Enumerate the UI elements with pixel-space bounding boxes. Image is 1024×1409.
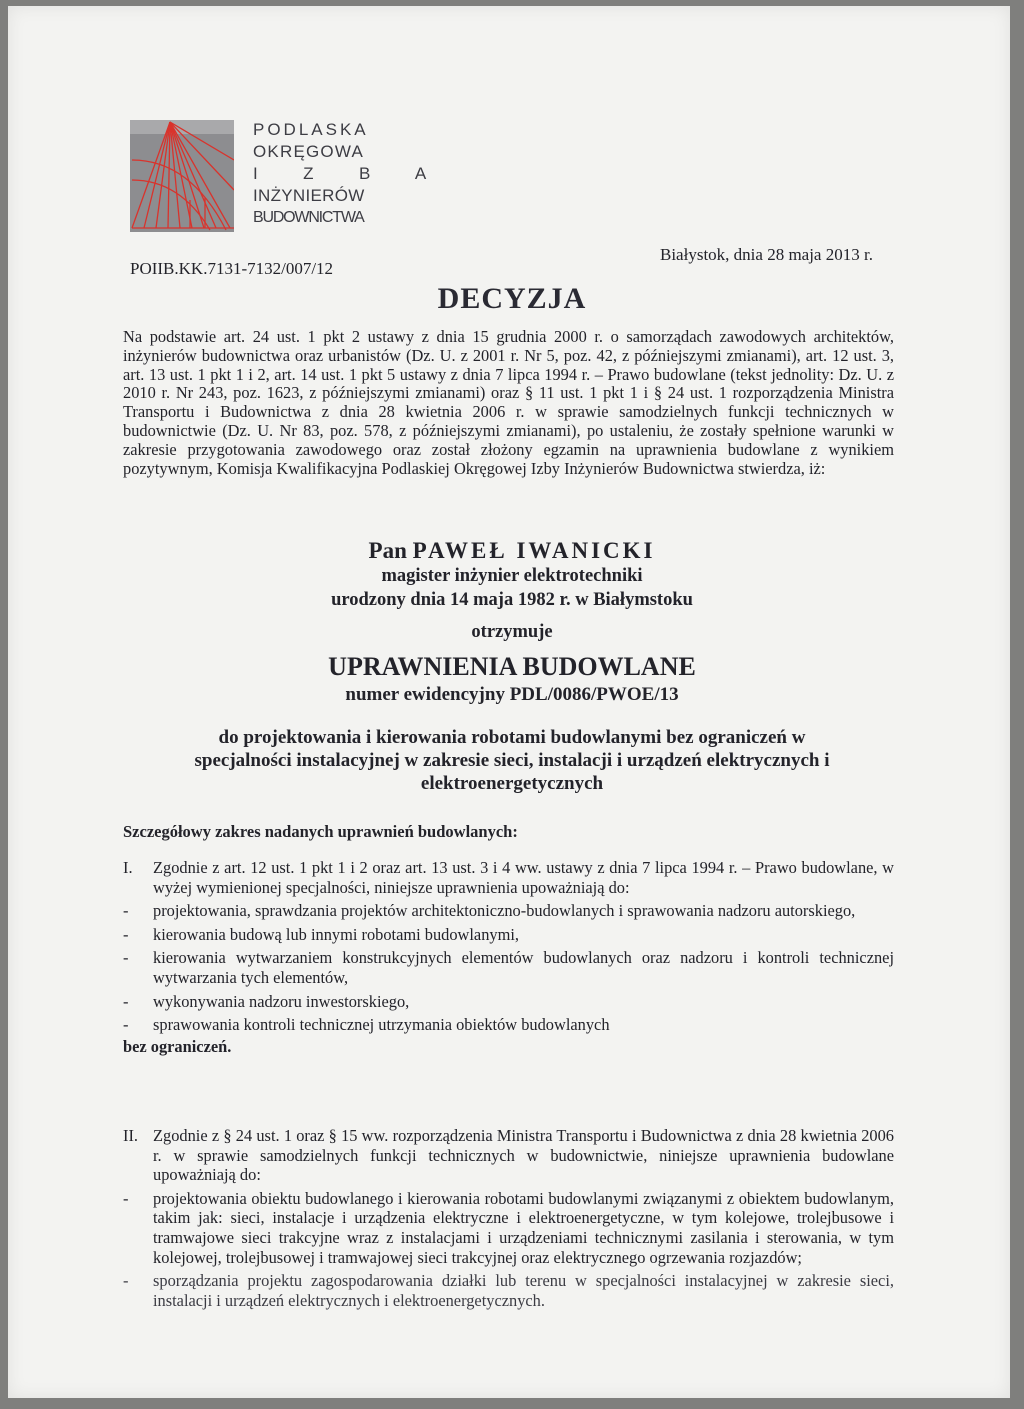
bullet-dash: - (123, 901, 129, 921)
list-item-text: projektowania, sprawdzania projektów architektoniczno-budowlanych i sprawowania nadzoru autorskiego, (153, 901, 856, 921)
chamber-name-line-2: OKRĘGOWA (253, 142, 364, 161)
list-item-text: kierowania budową lub innymi robotami budowlanymi, (153, 924, 519, 944)
permission-title: UPRAWNIENIA BUDOWLANE (328, 652, 696, 681)
list-item-text: sporządzania projektu zagospodarowania działki lub terenu w specjalności instalacyjnej w zakresie sieci, instalacji i urządzeń elektrycznych i elektroenergetycznych. (153, 1271, 894, 1310)
chamber-logo-icon (130, 120, 234, 232)
list-item (123, 1189, 894, 1267)
list-item-text: kierowania wytwarzaniem konstrukcyjnych elementów budowlanych oraz nadzoru i kontroli technicznej wytwarzania tych elementów, (153, 948, 894, 987)
list-item (123, 948, 894, 987)
section-2-intro (123, 1126, 894, 1185)
list-item (123, 1015, 894, 1035)
permission-scope-text: do projektowania i kierowania robotami budowlanymi bez ograniczeń w specjalności instalacyjnej w zakresie sieci, instalacji i urządzeń elektrycznych i elektroenergetycznych (194, 727, 830, 794)
permission-scope (0, 726, 1024, 795)
list-item-text: projektowania obiektu budowlanego i kierowania robotami budowlanymi związanymi z obiektem budowlanym, takim jak: sieci, instalacje i urządzenia elektryczne i elektroenergetyczne, w tym kolejowe, trolejbusowe i tramwajowe sieci trakcyjne wraz z instalacjami i urządzeniami technicznymi zasilania i sterowania, w tym kolejowej, trolejbusowej i tramwajowej sieci trakcyjnej oraz elektrycznego ogrzewania rozjazdów; (153, 1188, 894, 1267)
list-item-text: sprawowania kontroli technicznej utrzymania obiektów budowlanych (153, 1015, 610, 1035)
bullet-dash: - (123, 1271, 129, 1291)
recipient-prefix: Pan (368, 538, 407, 563)
list-item (123, 901, 894, 921)
bullet-dash: - (123, 948, 129, 968)
list-item (123, 1271, 894, 1310)
section-1-closing: bez ograniczeń. (123, 1036, 232, 1056)
receives-text: otrzymuje (471, 622, 553, 642)
registry-number: numer ewidencyjny PDL/0086/PWOE/13 (345, 684, 679, 705)
section-1 (123, 858, 894, 1056)
chamber-name (253, 119, 438, 229)
section-2-intro-text: Zgodnie z § 24 ust. 1 oraz § 15 ww. rozporządzenia Ministra Transportu i Budownictwa z dnia 28 kwietnia 2006 r. w sprawie samodzielnych funkcji technicznych w budownictwie, niniejsze uprawnienia budowlane upoważniają do: (153, 1126, 894, 1185)
section-1-intro-text: Zgodnie z art. 12 ust. 1 pkt 1 i 2 oraz art. 13 ust. 3 i 4 ww. ustawy z dnia 7 lipca 1994 r. – Prawo budowlane, w wyżej wymienionej specjalności, niniejsze uprawnienia upoważniają do: (153, 858, 894, 897)
details-heading: Szczegółowy zakres nadanych uprawnień budowlanych: (123, 822, 518, 841)
chamber-name-line-5: BUDOWNICTWA (253, 209, 364, 226)
bullet-dash: - (123, 991, 129, 1011)
section-1-marker: I. (123, 858, 133, 877)
section-2 (123, 1126, 894, 1310)
reference-number: POIIB.KK.7131-7132/007/12 (130, 259, 334, 278)
document-title: DECYZJA (437, 282, 587, 315)
recipient-name (0, 538, 1024, 564)
chamber-name-line-1: PODLASKA (253, 120, 369, 139)
section-1-intro (123, 858, 894, 897)
legal-basis-paragraph: Na podstawie art. 24 ust. 1 pkt 2 ustawy z dnia 15 grudnia 2000 r. o samorządach zawodowych architektów, inżynierów budownictwa oraz urbanistów (Dz. U. z 2001 r. Nr 5, poz. 42, z późniejszymi zmianami), art. 12 ust. 3, art. 13 ust. 1 pkt 1 i 2, art. 14 ust. 1 pkt 5 ustawy z dnia 7 lipca 1994 r. – Prawo budowlane (tekst jednolity: Dz. U. z 2010 r. Nr 243, poz. 1623, z późniejszymi zmianami) oraz § 11 ust. 1 pkt 1 i § 24 ust. 1 rozporządzenia Ministra Transportu i Budownictwa z dnia 28 kwietnia 2006 r. w sprawie samodzielnych funkcji technicznych w budownictwie (Dz. U. Nr 83, poz. 578, z późniejszymi zmianami), po ustaleniu, że zostały spełnione warunki w zakresie przygotowania zawodowego oraz został złożony egzamin na uprawnienia budowlane z wynikiem pozytywnym, Komisja Kwalifikacyjna Podlaskiej Okręgowej Izby Inżynierów Budownictwa stwierdza, iż: (123, 327, 894, 478)
list-item (123, 992, 894, 1012)
chamber-name-line-4: INŻYNIERÓW (253, 186, 365, 205)
section-2-marker: II. (123, 1126, 139, 1145)
recipient-birth: urodzony dnia 14 maja 1982 r. w Białymstoku (331, 590, 693, 610)
bullet-dash: - (123, 1188, 129, 1208)
recipient-full-name: PAWEŁ IWANICKI (412, 538, 656, 563)
list-item-text: wykonywania nadzoru inwestorskiego, (153, 991, 410, 1011)
list-item (123, 925, 894, 945)
place-and-date: Białystok, dnia 28 maja 2013 r. (660, 245, 873, 264)
recipient-degree: magister inżynier elektrotechniki (381, 566, 643, 586)
chamber-name-line-3: I Z B A (253, 164, 439, 183)
bullet-dash: - (123, 1015, 129, 1035)
bullet-dash: - (123, 924, 129, 944)
